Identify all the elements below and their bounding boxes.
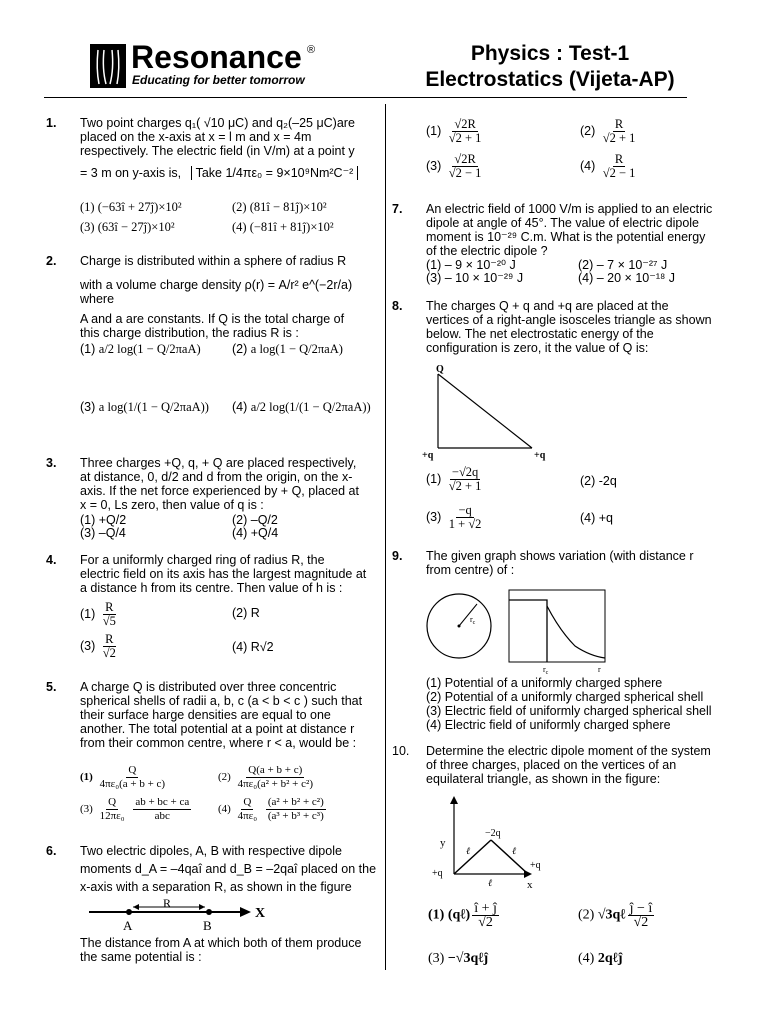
option-3[interactable]: (3) –Q/4 <box>80 526 126 540</box>
registered-mark: ® <box>307 44 316 56</box>
label-Q: Q <box>436 364 444 375</box>
option-3[interactable]: (3) Electric field of uniformly charged spherical shell <box>426 704 712 718</box>
option-1[interactable]: (1) $\frac{Q}{\text{4πε₀(a + b + c)}}$ <box>80 764 166 790</box>
option-1[interactable]: (1) +Q/2 <box>80 513 127 527</box>
option-2[interactable]: (2) (81î − 81ĵ)×10² <box>232 200 327 214</box>
label-rc-circle: $r_c$ <box>470 615 476 626</box>
q10-option-1[interactable]: (1) (qℓ) $\frac{î + ĵ}{√2}$ <box>428 901 497 930</box>
question-number: 3. <box>46 456 57 470</box>
option-3[interactable]: (3) (63î − 27ĵ)×10² <box>80 220 175 234</box>
logo-tagline: Educating for better tomorrow <box>132 73 305 87</box>
q10-option-4[interactable]: (4) 2qℓĵ <box>578 951 623 966</box>
question-text: The charges Q + q and +q are placed at the vertices of a right-angle isosceles triangle as shown below. The net electrostatic energy of the configuration is zero, it the value of Q is: <box>426 299 712 355</box>
label-x: x <box>527 879 533 890</box>
option-4[interactable]: (4) a/2 log(1/(1 − Q/2πaA)) <box>232 400 371 414</box>
q6-option-3[interactable]: (3) $\frac{√2R}{√2 - 1}$ <box>426 152 482 180</box>
question-number: 2. <box>46 254 57 268</box>
column-divider <box>385 104 386 970</box>
option-4[interactable]: (4) $\frac{Q}{\text{4πε₀}}$ $\frac{\text{(a² + b² + c²)}}{\text{(a³ + b³ + c³)}}$ <box>218 796 324 822</box>
option-4[interactable]: (4) Electric field of uniformly charged sphere <box>426 718 671 732</box>
option-1[interactable]: (1) Potential of a uniformly charged sphere <box>426 676 663 690</box>
header-rule <box>44 97 687 98</box>
q8-option-1[interactable]: (1) $\frac{-√2q}{√2 + 1}$ <box>426 465 482 493</box>
question-text: Determine the electric dipole moment of the system of three charges, placed on the vertices of an equilateral triangle, as shown in the figure: <box>426 744 711 786</box>
label-R: R <box>163 898 172 910</box>
q10-option-2[interactable]: (2) √3qℓ $\frac{ĵ - î}{√2}$ <box>578 901 653 930</box>
label-A: A <box>123 918 133 933</box>
q6-option-1[interactable]: (1) $\frac{√2R}{√2 + 1}$ <box>426 117 482 145</box>
option-2[interactable]: (2) Potential of a uniformly charged spherical shell <box>426 690 704 704</box>
label-l-bottom: ℓ <box>488 878 493 889</box>
logo-text: Resonance <box>131 39 302 75</box>
option-4[interactable]: (4) – 20 × 10⁻¹⁸ J <box>578 271 675 285</box>
question-text: Charge is distributed within a sphere of radius R with a volume charge density ρ(r) = A/r² e^(−2r/a) where A and a are constants. If Q is the total charge of this charge distribution, the radius R is : <box>80 254 353 340</box>
label-plus-q-right: +q <box>534 450 546 461</box>
option-4[interactable]: (4) +Q/4 <box>232 526 279 540</box>
label-l-left: ℓ <box>466 846 471 857</box>
q8-option-3[interactable]: (3) $\frac{-q}{1 + √2}$ <box>426 503 482 531</box>
question-text: Three charges +Q, q, + Q are placed respectively, at distance, 0, d/2 and d from the origin, on the x- axis. If the net force experienced by + Q, placed at x = 0, Ls zero, then value of q is : <box>80 456 359 512</box>
option-3[interactable]: (3) $\frac{R}{√2}$ <box>80 632 116 660</box>
option-1[interactable]: (1) a/2 log(1 − Q/2πaA) <box>80 342 201 356</box>
option-4[interactable]: (4) R√2 <box>232 640 274 654</box>
question-text: An electric field of 1000 V/m is applied to an electric dipole at angle of 45°. The value of electric dipole moment is 10⁻²⁹ C.m. What is the potential energy of the electric dipole ? <box>426 202 713 258</box>
question-text: A charge Q is distributed over three concentric spherical shells of radii a, b, c (a < b < c ) such that their surface harge densities are equal to one another. The total potential at a point at distance r from their common centre, where r < a, would be : <box>80 680 363 750</box>
option-3[interactable]: (3) $\frac{Q}{\text{12πε₀}}$ $\frac{ab + bc + ca}{\text{abc}}$ <box>80 796 190 822</box>
question-number: 4. <box>46 553 57 567</box>
logo-emblem-icon <box>90 44 126 88</box>
label-l-right: ℓ <box>512 846 517 857</box>
question-number: 1. <box>46 116 57 130</box>
option-4[interactable]: (4) (−81î + 81ĵ)×10² <box>232 220 334 234</box>
page-title-line1: Physics : Test-1 <box>470 42 630 65</box>
label-y: y <box>440 837 446 849</box>
option-1[interactable]: (1) (−63î + 27ĵ)×10² <box>80 200 182 214</box>
question-text: Two electric dipoles, A, B with respective dipole moments d_A = –4qaî and d_B = –2qaî placed on the x-axis with a separation R, as shown in the figure <box>80 844 377 894</box>
question-number: 5. <box>46 680 57 694</box>
question-number: 10. <box>392 744 410 758</box>
graph-figure <box>425 586 615 678</box>
hint-box: Take 1/4πε₀ = 9×10⁹Nm²C⁻² <box>191 166 359 180</box>
page-title-line2: Electrostatics (Vijeta-AP) <box>425 68 675 91</box>
label-r-axis: r <box>598 665 601 674</box>
label-minus-2q: −2q <box>485 828 501 839</box>
option-2[interactable]: (2) –Q/2 <box>232 513 278 527</box>
triangle-figure <box>420 362 560 462</box>
dipole-figure <box>85 898 275 934</box>
label-X: X <box>255 906 266 921</box>
question-number: 6. <box>46 844 57 858</box>
question-text: The given graph shows variation (with distance r from centre) of : <box>426 549 694 577</box>
label-plus-q-right: +q <box>530 860 541 871</box>
option-2[interactable]: (2) $\frac{Q(a + b + c)}{\text{4πε₀(a² + b² + c²)}}$ <box>218 764 313 790</box>
q6-option-4[interactable]: (4) $\frac{R}{√2 - 1}$ <box>580 152 636 180</box>
q8-option-4[interactable]: (4) +q <box>580 511 614 525</box>
option-1[interactable]: (1) $\frac{R}{√5}$ <box>80 600 116 628</box>
q6-option-2[interactable]: (2) $\frac{R}{√2 + 1}$ <box>580 117 636 145</box>
option-2[interactable]: (2) R <box>232 606 260 620</box>
q8-option-2[interactable]: (2) -2q <box>580 474 617 488</box>
question-9-options <box>426 676 736 732</box>
question-6-continued: The distance from A at which both of them produce the same potential is : <box>80 936 362 964</box>
option-1[interactable]: (1) – 9 × 10⁻²⁰ J <box>426 258 516 272</box>
equilateral-figure <box>430 794 570 890</box>
question-number: 8. <box>392 299 403 313</box>
label-rc-axis: $r_c$ <box>543 665 549 676</box>
question-number: 7. <box>392 202 403 216</box>
q10-option-3[interactable]: (3) −√3qℓĵ <box>428 951 489 966</box>
label-B: B <box>203 918 212 933</box>
option-3[interactable]: (3) – 10 × 10⁻²⁹ J <box>426 271 524 285</box>
resonance-logo <box>90 44 126 88</box>
question-text: For a uniformly charged ring of radius R, the electric field on its axis has the largest magnitude at a distance h from its centre. Then value of h is : <box>80 553 367 595</box>
option-2[interactable]: (2) – 7 × 10⁻²⁷ J <box>578 258 668 272</box>
label-plus-q-left: +q <box>422 450 434 461</box>
question-text: Two point charges q₁( √10 μC) and q₂(–25 μC)are placed on the x-axis at x = l m and x = 4m respectively. The electric field (in V/m) at a point y = 3 m on y-axis is, Take 1/4πε₀ = 9×10⁹Nm²C⁻² <box>80 116 358 180</box>
option-3[interactable]: (3) a log(1/(1 − Q/2πaA)) <box>80 400 209 414</box>
option-2[interactable]: (2) a log(1 − Q/2πaA) <box>232 342 343 356</box>
label-plus-q-left: +q <box>432 868 443 879</box>
question-number: 9. <box>392 549 403 563</box>
